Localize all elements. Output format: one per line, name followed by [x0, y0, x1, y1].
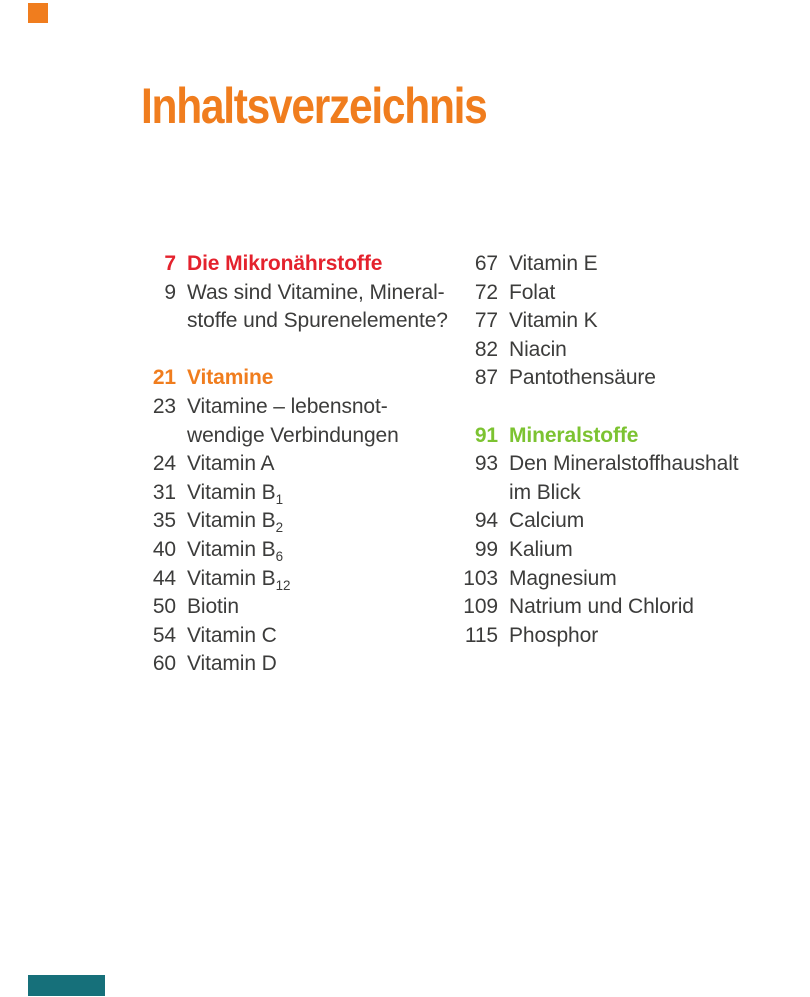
footer-color-bar — [28, 975, 105, 996]
toc-entry-label — [187, 479, 283, 508]
toc-row — [110, 250, 448, 279]
toc-entry-subscript: 6 — [275, 549, 283, 565]
toc-page-number: 91 — [474, 423, 498, 447]
toc-row — [432, 250, 739, 279]
toc-page-number — [110, 422, 176, 451]
publisher-mark — [28, 3, 48, 23]
toc-entry-continuation: im Blick — [509, 480, 581, 504]
toc-row — [110, 507, 448, 536]
toc-entry-text: Vitamin B — [187, 480, 276, 504]
toc-row — [432, 536, 739, 565]
toc-entry-label: Mineralstoffe — [509, 423, 639, 447]
toc-entry-label: Vitamin D — [187, 652, 277, 676]
toc-row — [110, 565, 448, 594]
toc-row-continuation — [110, 422, 448, 451]
toc-row — [110, 279, 448, 308]
toc-entry-label — [187, 536, 283, 565]
toc-entry-label: Was sind Vitamine, Mineral- — [187, 280, 445, 304]
toc-page-number: 82 — [474, 337, 498, 361]
page-title: Inhaltsverzeichnis — [141, 78, 487, 134]
toc-row — [432, 507, 739, 536]
toc-entry-subscript: 12 — [275, 577, 291, 593]
toc-row — [110, 393, 448, 422]
toc-entry-label: Pantothensäure — [509, 366, 656, 390]
toc-page-number: 31 — [152, 480, 176, 504]
toc-row — [110, 536, 448, 565]
toc-page-number: 99 — [474, 537, 498, 561]
toc-page-number: 67 — [474, 252, 498, 275]
toc-entry-label: Natrium und Chlorid — [509, 595, 694, 619]
toc-row — [110, 650, 448, 679]
toc-entry-label: Den Mineralstoffhaushalt — [509, 452, 739, 476]
toc-column-right — [432, 250, 739, 650]
toc-entry-label: Kalium — [509, 537, 573, 561]
toc-row — [432, 565, 739, 594]
toc-entry-label: Folat — [509, 280, 556, 304]
toc-row — [432, 422, 739, 451]
toc-entry-text: Vitamin B — [187, 566, 276, 590]
toc-entry-label: Magnesium — [509, 566, 617, 590]
toc-row — [432, 450, 739, 479]
toc-page-number: 87 — [474, 366, 498, 390]
toc-page-number: 93 — [474, 452, 498, 476]
toc-row — [432, 364, 739, 393]
toc-entry-label: Phosphor — [509, 623, 599, 647]
toc-entry-label: Vitamin A — [187, 452, 275, 476]
toc-page-number: 24 — [152, 452, 176, 476]
toc-entry-label: Vitamine – lebensnot- — [187, 394, 388, 418]
toc-entry-label: Vitamin C — [187, 623, 277, 647]
toc-column-left — [110, 250, 448, 679]
toc-page-number: 94 — [474, 509, 498, 533]
toc-entry-label: Niacin — [509, 337, 567, 361]
toc-entry-subscript: 1 — [275, 491, 283, 507]
toc-row — [432, 336, 739, 365]
toc-entry-subscript: 2 — [275, 520, 283, 536]
toc-row-continuation — [110, 307, 448, 336]
toc-page-number: 35 — [152, 509, 176, 533]
toc-entry-continuation: stoffe und Spurenelemente? — [187, 309, 448, 333]
toc-page-number: 60 — [152, 652, 176, 676]
toc-entry-label — [187, 507, 283, 536]
toc-page-number: 7 — [164, 252, 176, 275]
toc-page-number: 40 — [152, 537, 176, 561]
toc-page-number: 23 — [152, 394, 176, 418]
toc-page-number: 77 — [474, 309, 498, 333]
toc-row-continuation — [432, 479, 739, 508]
toc-page-number — [110, 307, 176, 336]
toc-row — [432, 307, 739, 336]
toc-page-number: 54 — [152, 623, 176, 647]
toc-page-number: 21 — [152, 366, 176, 390]
toc-page-number: 103 — [463, 566, 498, 590]
toc-entry-label: Calcium — [509, 509, 585, 533]
toc-entry-label: Vitamine — [187, 366, 274, 390]
toc-page-number: 109 — [463, 595, 498, 619]
toc-row — [432, 279, 739, 308]
toc-entry-label: Vitamin E — [509, 252, 598, 275]
toc-page-number: 9 — [164, 280, 176, 304]
toc-page-number: 115 — [464, 623, 498, 647]
toc-page-number: 72 — [474, 280, 498, 304]
toc-entry-label — [187, 565, 290, 594]
toc-entry-label: Die Mikronährstoffe — [187, 252, 383, 275]
toc-row — [110, 450, 448, 479]
toc-row — [110, 593, 448, 622]
toc-row — [432, 622, 739, 651]
toc-entry-label: Biotin — [187, 595, 239, 619]
toc-entry-text: Vitamin B — [187, 537, 276, 561]
toc-page-number: 44 — [152, 566, 176, 590]
toc-entry-text: Vitamin B — [187, 509, 276, 533]
toc-row — [110, 622, 448, 651]
toc-row — [110, 479, 448, 508]
toc-entry-continuation: wendige Verbindungen — [187, 423, 399, 447]
toc-page-number: 50 — [152, 595, 176, 619]
toc-row — [110, 364, 448, 393]
toc-row — [432, 593, 739, 622]
toc-entry-label: Vitamin K — [509, 309, 598, 333]
toc-page-number — [432, 479, 498, 508]
